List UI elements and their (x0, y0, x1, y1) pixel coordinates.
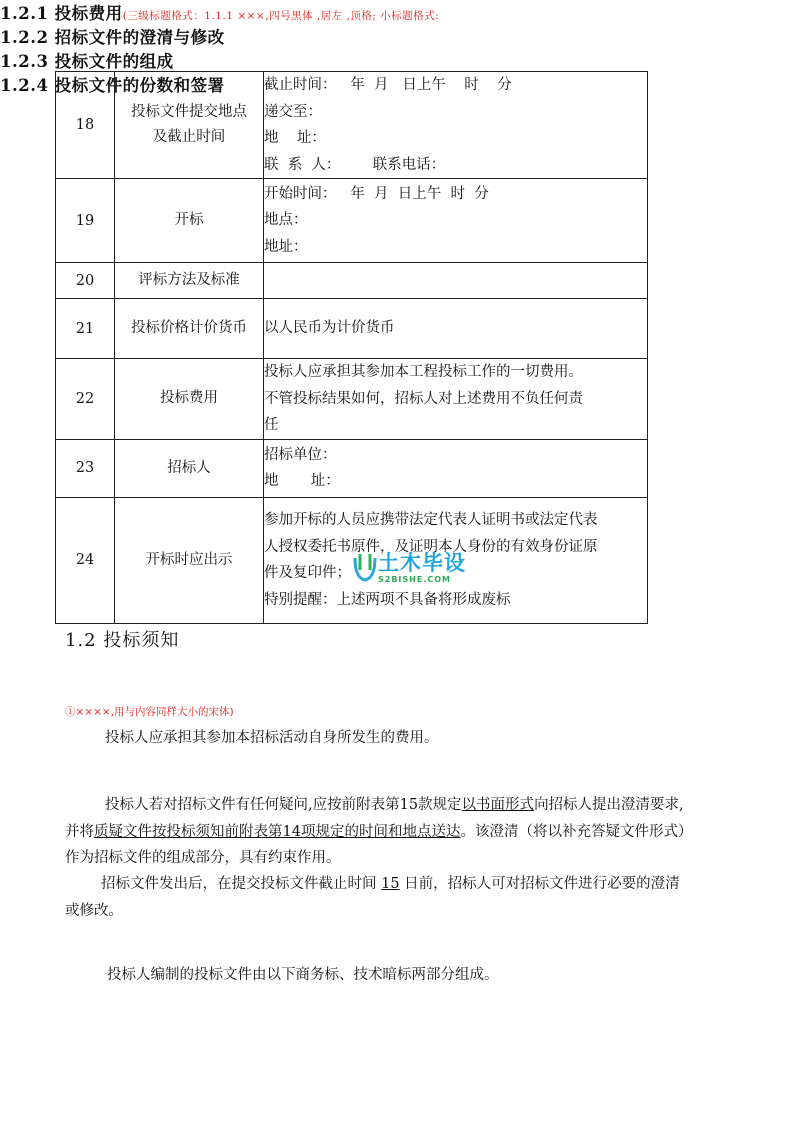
content-line: 不管投标结果如何，招标人对上述费用不负任何责 (264, 390, 583, 407)
item-line: 投标价格计价货币 (131, 320, 247, 336)
content-line: 招标单位： (264, 446, 337, 463)
table-row (56, 72, 648, 179)
section-heading-1-2-3 (0, 48, 800, 72)
row-content (264, 72, 648, 179)
content-line: 地 址： (264, 473, 340, 489)
text-run: 作为招标文件的组成部分，具有约束作用。 (65, 850, 341, 866)
item-line: 开标 (174, 212, 204, 228)
content-line: 任 (264, 417, 279, 433)
content-line: 特别提醒：上述两项不具备将形成废标 (264, 591, 511, 608)
item-line: 及截止时间 (152, 129, 226, 145)
content-line: 递交至： (264, 103, 322, 120)
table-row (56, 359, 648, 440)
paragraph-bid-cost: 投标人应承担其参加本招标活动自身所发生的费用。 (105, 730, 439, 746)
item-line: 开标时应出示 (145, 551, 233, 568)
text-run: 向招标人提出澄清要求, (534, 797, 684, 813)
row-number: 19 (56, 179, 115, 263)
content-line: 以人民币为计价货币 (264, 320, 395, 337)
table-row (56, 263, 648, 299)
row-content (264, 439, 648, 497)
content-line: 参加开标的人员应携带法定代表人证明书或法定代表 (264, 512, 598, 528)
heading-text: 1.2.4 投标文件的份数和签署 (0, 76, 225, 95)
format-note: (三级标题格式：1.1.1 ×××,四号黑体 ,居左 ,顶格; 小标题格式: (122, 10, 440, 22)
row-content (264, 359, 648, 440)
content-line: 截止时间： 年 月 日上午 时 分 (264, 77, 512, 93)
text-run: 招标文件发出后，在提交投标文件截止时间 (101, 876, 382, 892)
content-line: 联 系 人： 联系电话： (264, 156, 446, 173)
row-item (115, 263, 264, 299)
row-number: 18 (56, 72, 115, 179)
text-run: 或修改。 (65, 902, 123, 919)
section-heading-1-2-1 (0, 0, 800, 24)
item-line: 投标文件提交地点 (131, 104, 247, 120)
text-run: 投标人若对招标文件有任何疑问,应按前附表第15款规定 (105, 797, 462, 813)
row-item (115, 439, 264, 497)
table-row (56, 299, 648, 359)
content-line: 人授权委托书原件，及证明本人身份的有效身份证原 (264, 538, 598, 555)
row-number: 21 (56, 299, 115, 359)
underlined-text: 以书面形式 (461, 797, 535, 813)
heading-text: 1.2.2 招标文件的澄清与修改 (0, 28, 225, 47)
table-row (56, 439, 648, 497)
heading-text: 1.2.3 投标文件的组成 (0, 52, 174, 71)
format-note-line2: ①××××,用与内容同样大小的宋体) (65, 706, 234, 718)
heading-text: 1.2.1 投标费用 (0, 4, 123, 23)
watermark-logo (352, 547, 466, 584)
watermark-text: 土木毕设 (378, 551, 466, 575)
text-run: 日前，招标人可对招标文件进行必要的澄清 (399, 876, 680, 892)
section-heading-1-2: 1.2 投标须知 (65, 630, 180, 651)
item-line: 招标人 (167, 459, 211, 476)
row-content (264, 299, 648, 359)
row-content (264, 179, 648, 263)
row-item (115, 299, 264, 359)
row-number: 24 (56, 497, 115, 623)
underlined-days: 15 (381, 876, 400, 892)
row-item (115, 72, 264, 179)
item-line: 评标方法及标准 (138, 272, 240, 288)
paragraph-composition: 投标人编制的投标文件由以下商务标、技术暗标两部分组成。 (107, 967, 499, 983)
row-item (115, 179, 264, 263)
row-number: 20 (56, 263, 115, 299)
watermark-sub: S2BISHE.COM (378, 575, 451, 584)
paragraph-clarification (65, 792, 765, 872)
bid-info-table (55, 71, 648, 624)
content-line: 投标人应承担其参加本工程投标工作的一切费用。 (264, 364, 583, 380)
item-line: 投标费用 (160, 390, 218, 407)
content-line: 开始时间： 年 月 日上午 时 分 (264, 185, 489, 202)
text-run: 并将 (65, 823, 94, 840)
content-line: 地 址： (264, 130, 326, 146)
row-item (115, 359, 264, 440)
row-number: 22 (56, 359, 115, 440)
row-content (264, 263, 648, 299)
content-line: 地址： (264, 238, 308, 255)
table-row (56, 179, 648, 263)
underlined-text: 质疑文件按投标须知前附表第14项规定的时间和地点送达 (94, 823, 461, 840)
logo-icon (352, 550, 378, 582)
section-heading-1-2-2 (0, 24, 800, 48)
text-run: 。该澄清（将以补充答疑文件形式） (460, 823, 693, 840)
content-line: 件及复印件； (264, 565, 351, 581)
row-number: 23 (56, 439, 115, 497)
content-line: 地点： (264, 212, 308, 229)
row-item (115, 497, 264, 623)
paragraph-issue (65, 871, 765, 924)
